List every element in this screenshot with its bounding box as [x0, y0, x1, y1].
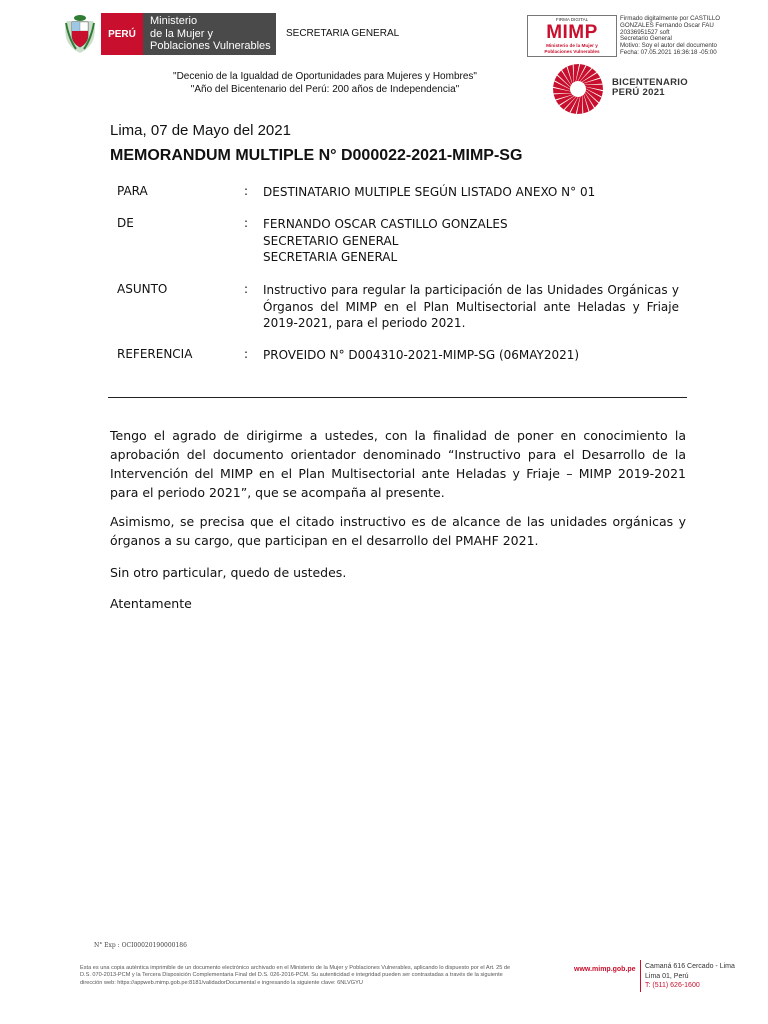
stamp-top-label: FIRMA DIGITAL: [555, 17, 589, 22]
office-name: SECRETARIA GENERAL: [286, 28, 400, 39]
note-line: dirección web: https://appweb.mimp.gob.pe:8181/validadorDocumental e ingresando la siguiente clave: 6NLVGYU: [80, 979, 363, 986]
bicentenario-line: PERÚ 2021: [612, 87, 665, 98]
ministry-line: Poblaciones Vulnerables: [150, 40, 271, 52]
de-line: SECRETARIA GENERAL: [263, 250, 398, 264]
body-paragraph-2: Asimismo, se precisa que el citado instructivo es de alcance de las unidades orgánicas y órganos a su cargo, que participan en el desarrollo del PMAHF 2021.: [110, 514, 686, 548]
de-line: FERNANDO OSCAR CASTILLO GONZALES: [263, 217, 508, 231]
asunto-value: Instructivo para regular la participación de las Unidades Orgánicas y Órganos del MIMP en el Plan Multisectorial ante Heladas y Friaje 2019-2021, para el periodo 2021.: [263, 283, 679, 330]
slogan-line: "Decenio de la Igualdad de Oportunidades para Mujeres y Hombres": [173, 71, 477, 82]
signoff: Atentamente: [110, 596, 192, 611]
stamp-subtitle-line: Ministerio de la Mujer y: [546, 43, 598, 48]
signature-line: Fecha: 07.05.2021 16:36:18 -05:00: [620, 48, 717, 56]
bicentenario-text: [612, 78, 688, 98]
footer-address: [645, 962, 735, 991]
de-colon: :: [244, 216, 249, 230]
footer-divider: [640, 960, 641, 992]
signature-line: 20336951527 soft: [620, 28, 670, 36]
stamp-subtitle: [528, 43, 616, 54]
para-label: PARA: [117, 184, 148, 198]
de-value: [263, 216, 679, 266]
asunto-label: ASUNTO: [117, 282, 168, 296]
header-divider: [108, 397, 687, 398]
note-line: Esta es una copia auténtica imprimible de un documento electrónico archivado en el Ministerio de la Mujer y Poblaciones Vulnerables, aplicando lo dispuesto por el Art. 25 de: [80, 965, 511, 971]
signature-line: Motivo: Soy el autor del documento: [620, 42, 717, 50]
signature-line: Firmado digitalmente por CASTILLO: [620, 15, 721, 22]
referencia-label: REFERENCIA: [117, 347, 193, 361]
footer-website-link[interactable]: www.mimp.gob.pe: [574, 966, 636, 973]
coat-of-arms-icon: [63, 13, 97, 55]
slogans: [130, 70, 520, 96]
memo-title: MEMORANDUM MULTIPLE N° D000022-2021-MIMP-SG: [110, 147, 523, 164]
de-line: SECRETARIO GENERAL: [263, 233, 399, 248]
para-value: DESTINATARIO MULTIPLE SEGÚN LISTADO ANEXO N° 01: [263, 185, 596, 199]
note-line: D.S. 070-2013-PCM y la Tercera Disposición Complementaria Final del D.S. 026-2016-PCM. Su autenticidad e integridad pueden ser contrastadas a través de la siguiente: [80, 972, 503, 979]
bicentenario-logo: [552, 63, 604, 115]
signature-line: Secretario General: [620, 35, 672, 43]
phone-number: T: (511) 626-1600: [645, 982, 700, 989]
peru-label: PERÚ: [101, 13, 143, 55]
signature-details: [620, 16, 740, 57]
body-paragraph-1: Tengo el agrado de dirigirme a ustedes, con la finalidad de poner en conocimiento la aprobación del documento orientador denominado “Instructivo para el Desarrollo de la Intervención del MIMP en el Plan Multisectorial ante Heladas y Friaje – MIMP 2019-2021 para el periodo 2021”, que se acompaña al presente.: [110, 428, 686, 500]
referencia-colon: :: [244, 347, 249, 361]
ministry-line: de la Mujer y: [150, 27, 213, 40]
address-line: Lima 01, Perú: [645, 972, 689, 980]
memo-date: Lima, 07 de Mayo del 2021: [110, 122, 291, 139]
ministry-line: Ministerio: [150, 15, 198, 27]
digital-signature-stamp: [527, 15, 617, 57]
ministry-name: [143, 13, 276, 55]
signature-line: GONZALES Fernando Oscar FAU: [620, 21, 714, 29]
de-label: DE: [117, 216, 134, 230]
authenticity-note: [80, 965, 566, 987]
para-colon: :: [244, 184, 249, 198]
address-line: Camaná 616 Cercado - Lima: [645, 963, 735, 970]
bicentenario-line: BICENTENARIO: [612, 77, 688, 88]
expediente-number: N° Exp : OCI00020190000186: [94, 942, 187, 949]
referencia-value: PROVEIDO N° D004310-2021-MIMP-SG (06MAY2021): [263, 348, 580, 362]
stamp-subtitle-line: Poblaciones Vulnerables: [544, 48, 600, 54]
slogan-line: "Año del Bicentenario del Perú: 200 años de Independencia": [190, 84, 460, 95]
stamp-name: MIMP: [546, 22, 598, 43]
closing-line: Sin otro particular, quedo de ustedes.: [110, 565, 347, 580]
asunto-colon: :: [244, 282, 249, 296]
